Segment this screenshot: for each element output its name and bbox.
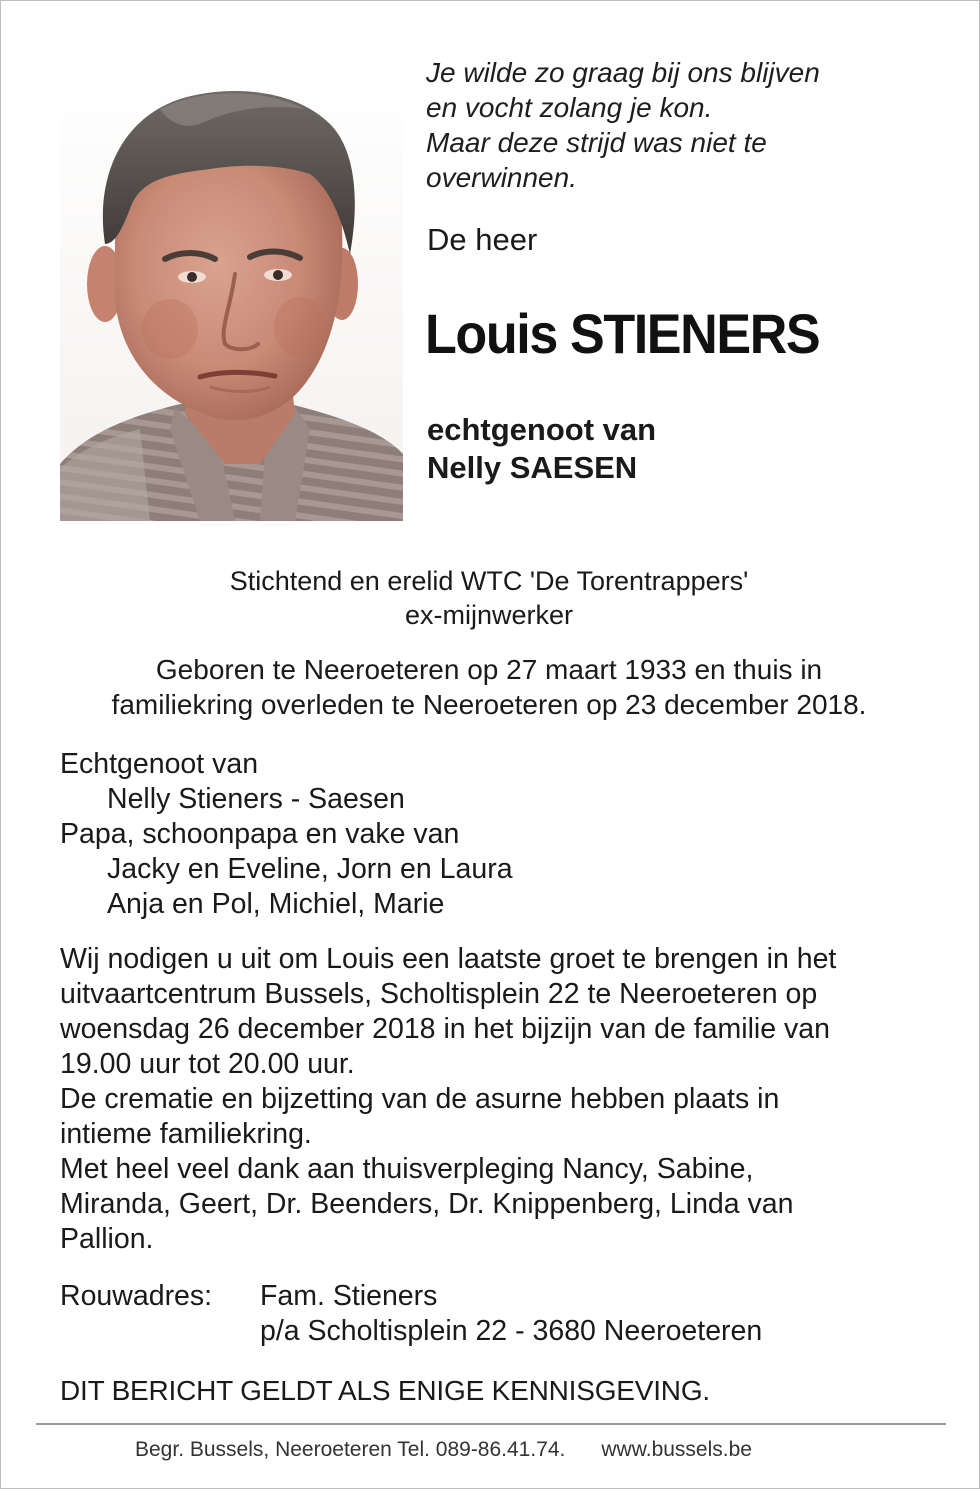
family-block [60,747,940,922]
invitation-line: Met heel veel dank aan thuisverpleging Nancy, Sabine, [60,1153,754,1185]
honorific: De heer [427,222,538,257]
address-label: Rouwadres: [60,1280,213,1312]
invitation-line: Wij nodigen u uit om Louis een laatste groet te brengen in het [60,943,837,975]
footer-divider [36,1423,946,1425]
poem [426,55,946,195]
family-line: Jacky en Eveline, Jorn en Laura [107,853,513,885]
invitation-line: woensdag 26 december 2018 in het bijzijn van de familie van [60,1013,830,1045]
spouse-label: echtgenoot van [427,412,657,447]
family-line: Echtgenoot van [60,748,259,780]
family-line: Anja en Pol, Michiel, Marie [107,888,445,920]
poem-line: Maar deze strijd was niet te [426,127,767,158]
footer [135,1436,752,1464]
spouse-name: Nelly SAESEN [427,450,638,485]
address-line: p/a Scholtisplein 22 - 3680 Neeroeteren [260,1315,763,1347]
address-line: Fam. Stieners [260,1280,438,1312]
notice-text: DIT BERICHT GELDT ALS ENIGE KENNISGEVING. [60,1375,710,1406]
invitation-line: uitvaartcentrum Bussels, Scholtisplein 22 te Neeroeteren op [60,978,818,1010]
family-line: Nelly Stieners - Saesen [107,783,405,815]
poem-line: Je wilde zo graag bij ons blijven [426,57,820,88]
role-line: ex-mijnwerker [404,600,574,630]
life-dates-block [41,652,937,722]
invitation-block [60,942,940,1257]
invitation-line: intieme familiekring. [60,1118,312,1150]
deceased-name: Louis STIENERS [425,302,820,365]
invitation-line: Miranda, Geert, Dr. Beenders, Dr. Knippenberg, Linda van [60,1188,794,1220]
funeral-home-info: Begr. Bussels, Neeroeteren Tel. 089-86.41.74. [135,1438,566,1461]
life-line: Geboren te Neeroeteren op 27 maart 1933 en thuis in [155,654,823,685]
invitation-line: Pallion. [60,1223,154,1255]
mourning-address [60,1279,762,1349]
role-line: Stichtend en erelid WTC 'De Torentrappers' [229,566,749,596]
invitation-line: 19.00 uur tot 20.00 uur. [60,1048,355,1080]
life-line: familiekring overleden te Neeroeteren op 23 december 2018. [111,689,867,720]
family-line: Papa, schoonpapa en vake van [60,818,460,850]
website-link[interactable]: www.bussels.be [601,1438,752,1461]
portrait-image [60,69,403,521]
spouse-block [427,411,656,487]
invitation-line: De crematie en bijzetting van de asurne hebben plaats in [60,1083,780,1115]
poem-line: en vocht zolang je kon. [426,92,713,123]
roles-block [41,564,937,632]
portrait-photo [60,69,403,521]
poem-line: overwinnen. [426,162,577,193]
